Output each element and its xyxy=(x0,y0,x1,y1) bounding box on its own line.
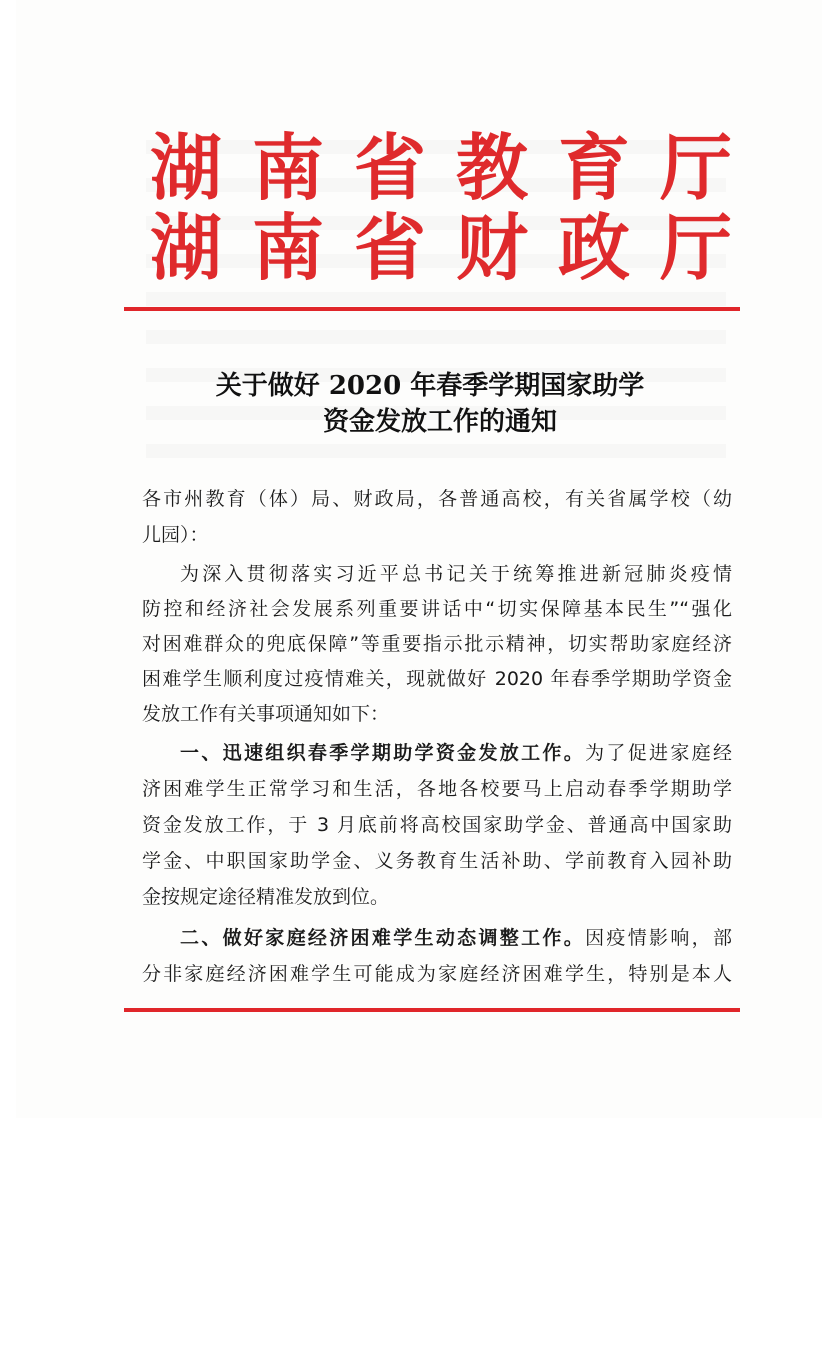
section-1-line-2: 济困难学生正常学习和生活，各地各校要马上启动春季学期助学 xyxy=(142,778,732,800)
intro-line-3: 对困难群众的兜底保障”等重要指示批示精神，切实帮助家庭经济 xyxy=(142,633,732,655)
section-2-first-line xyxy=(180,925,732,951)
intro-line-5: 发放工作有关事项通知如下： xyxy=(142,703,390,725)
section-1-first-line xyxy=(180,740,732,766)
section-1-line-4: 学金、中职国家助学金、义务教育生活补助、学前教育入园补助 xyxy=(142,850,732,872)
section-1-line-3: 资金发放工作，于 3 月底前将高校国家助学金、普通高中国家助 xyxy=(142,814,732,836)
document-title-line-2: 资金发放工作的通知 xyxy=(322,407,557,437)
addressee-line-2: 儿园）： xyxy=(142,524,209,546)
red-divider-bottom xyxy=(124,1008,740,1012)
section-1-line-5: 金按规定途径精准发放到位。 xyxy=(142,886,390,908)
addressee-line-1: 各市州教育（体）局、财政局，各普通高校，有关省属学校（幼 xyxy=(142,488,732,510)
intro-line-4: 困难学生顺利度过疫情难关，现就做好 2020 年春季学期助学资金 xyxy=(142,668,732,690)
section-1-heading: 一、迅速组织春季学期助学资金发放工作。 xyxy=(180,742,586,764)
section-2-line-2: 分非家庭经济困难学生可能成为家庭经济困难学生，特别是本人 xyxy=(142,963,732,985)
issuer-finance-department: 湖南省财政厅 xyxy=(150,205,763,290)
section-1-line-1-text: 为了促进家庭经 xyxy=(585,742,732,764)
document-title-line-1: 关于做好 2020 年春季学期国家助学 xyxy=(215,371,645,401)
issuer-education-department: 湖南省教育厅 xyxy=(150,125,763,210)
intro-line-2: 防控和经济社会发展系列重要讲话中“切实保障基本民生”“强化 xyxy=(142,598,732,620)
intro-line-1: 为深入贯彻落实习近平总书记关于统筹推进新冠肺炎疫情 xyxy=(180,563,732,585)
red-divider-top xyxy=(124,307,740,311)
section-2-line-1-text: 因疫情影响，部 xyxy=(585,927,732,949)
section-2-heading: 二、做好家庭经济困难学生动态调整工作。 xyxy=(180,927,586,949)
